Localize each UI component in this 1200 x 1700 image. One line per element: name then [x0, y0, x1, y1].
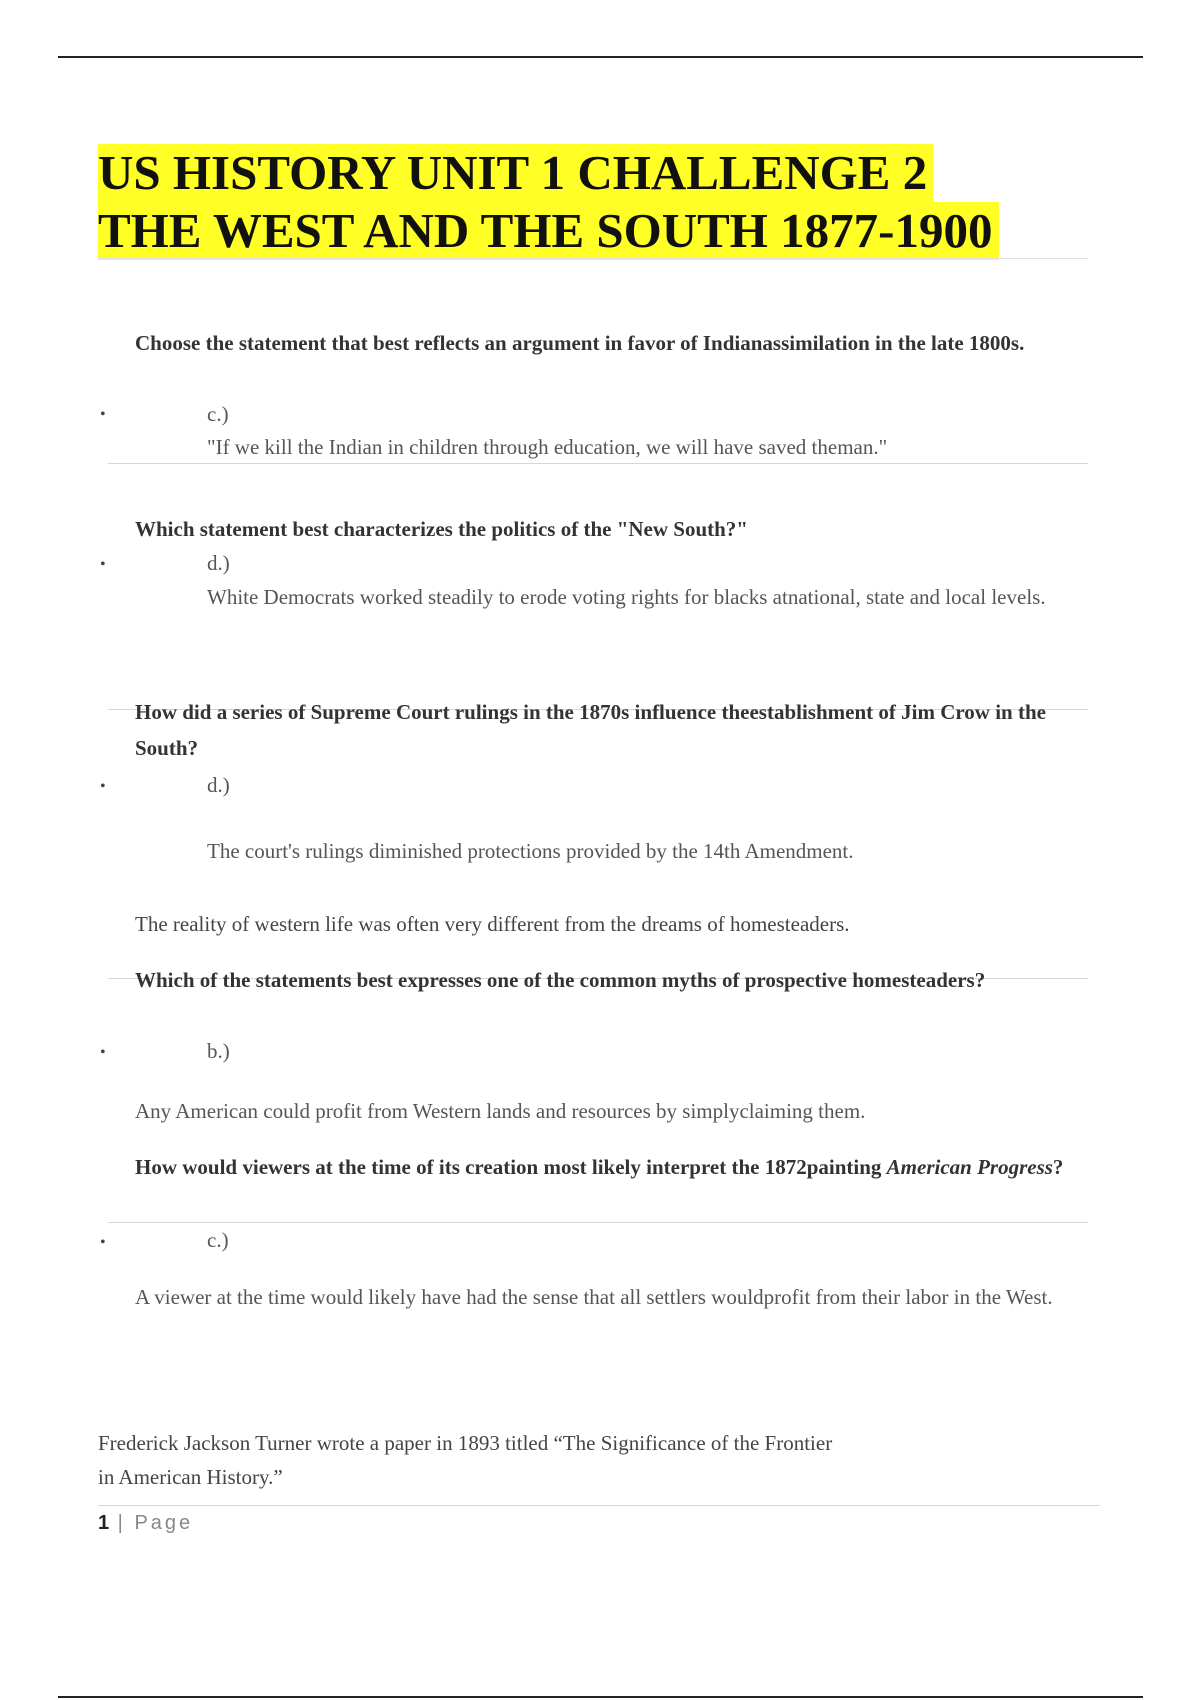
answer-letter-1: c.)	[207, 402, 229, 426]
page-footer	[98, 1512, 193, 1535]
answer-letter-5: c.)	[207, 1228, 229, 1252]
page-separator: |	[109, 1512, 135, 1534]
title-underline	[98, 258, 1088, 259]
question-5-end: ?	[1052, 1155, 1064, 1179]
closing-paragraph	[98, 1426, 1098, 1494]
separator-1	[108, 463, 1088, 464]
top-rule	[58, 56, 1143, 58]
title-line-2: THE WEST AND THE SOUTH 1877-1900	[98, 202, 999, 260]
closing-line-1: Frederick Jackson Turner wrote a paper in 1893 titled “The Significance of the Frontier	[98, 1431, 833, 1455]
page-label: Page	[134, 1512, 194, 1534]
answer-2: White Democrats worked steadily to erode voting rights for blacks atnational, state and local levels.	[207, 585, 1046, 609]
question-5-text: How would viewers at the time of its creation most likely interpret the 1872painting	[135, 1155, 887, 1179]
question-1: Choose the statement that best reflects an argument in favor of Indianassimilation in the late 1800s.	[135, 331, 1025, 355]
answer-3: The court's rulings diminished protections provided by the 14th Amendment.	[207, 839, 854, 863]
title-line-1: US HISTORY UNIT 1 CHALLENGE 2	[98, 144, 933, 202]
bullet-5: •	[100, 1234, 106, 1251]
answer-1: "If we kill the Indian in children through education, we will have saved theman."	[207, 435, 888, 459]
answer-letter-4: b.)	[207, 1039, 230, 1063]
question-5	[135, 1149, 1090, 1185]
homesteaders-intro: The reality of western life was often very different from the dreams of homesteaders.	[135, 912, 850, 936]
footer-separator	[98, 1505, 1100, 1506]
answer-4: Any American could profit from Western lands and resources by simplyclaiming them.	[135, 1099, 866, 1123]
page-number: 1	[98, 1512, 110, 1534]
answer-letter-3: d.)	[207, 773, 230, 797]
question-3: How did a series of Supreme Court rulings in the 1870s influence theestablishment of Jim Crow in the South?	[135, 700, 1046, 760]
bullet-4: •	[100, 1044, 106, 1061]
painting-title: American Progress	[886, 1155, 1053, 1179]
bullet-2: •	[100, 556, 106, 573]
bottom-rule	[58, 1696, 1143, 1698]
document-title	[98, 144, 999, 260]
closing-line-2: in American History.”	[98, 1465, 283, 1489]
question-2: Which statement best characterizes the politics of the "New South?"	[135, 517, 748, 541]
answer-5: A viewer at the time would likely have had the sense that all settlers wouldprofit from their labor in the West.	[135, 1285, 1053, 1309]
bullet-3: •	[100, 778, 106, 795]
separator-4	[108, 1222, 1088, 1223]
answer-letter-2: d.)	[207, 551, 230, 575]
bullet-1: •	[100, 406, 106, 423]
question-4: Which of the statements best expresses one of the common myths of prospective homesteaders?	[135, 968, 986, 992]
